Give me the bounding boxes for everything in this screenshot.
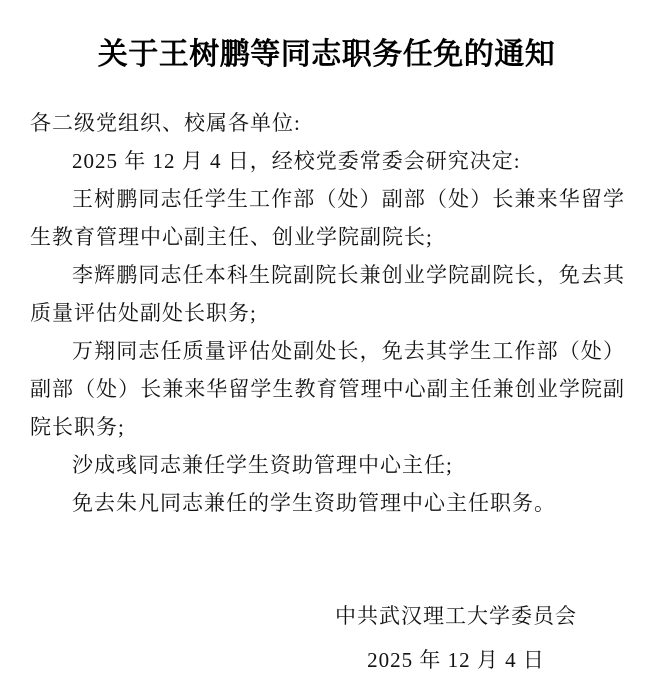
issue-date: 2025 年 12 月 4 日 — [367, 648, 545, 672]
appointment-paragraph-wan-xiang: 万翔同志任质量评估处副处长，免去其学生工作部（处）副部（处）长兼来华留学生教育管理中心副主任兼创业学院副院长职务; — [30, 339, 625, 439]
salutation-line: 各二级党组织、校属各单位: — [30, 111, 301, 135]
signature-area — [0, 594, 577, 682]
signature-block — [335, 594, 577, 682]
appointment-paragraph-li-huipeng: 李辉鹏同志任本科生院副院长兼创业学院副院长，免去其质量评估处副处长职务; — [30, 263, 625, 325]
notice-title: 关于王树鹏等同志职务任免的通知 — [97, 38, 556, 71]
notice-body — [30, 104, 625, 522]
issuing-authority: 中共武汉理工大学委员会 — [335, 604, 577, 628]
appointment-paragraph-sha-chengyu: 沙成彧同志兼任学生资助管理中心主任; — [72, 453, 453, 477]
appointment-paragraph-wang-shupeng: 王树鹏同志任学生工作部（处）副部（处）长兼来华留学生教育管理中心副主任、创业学院副院长; — [30, 187, 625, 249]
removal-paragraph-zhu-fan: 免去朱凡同志兼任的学生资助管理中心主任职务。 — [72, 491, 556, 515]
decision-date-paragraph: 2025 年 12 月 4 日，经校党委常委会研究决定: — [72, 149, 521, 173]
